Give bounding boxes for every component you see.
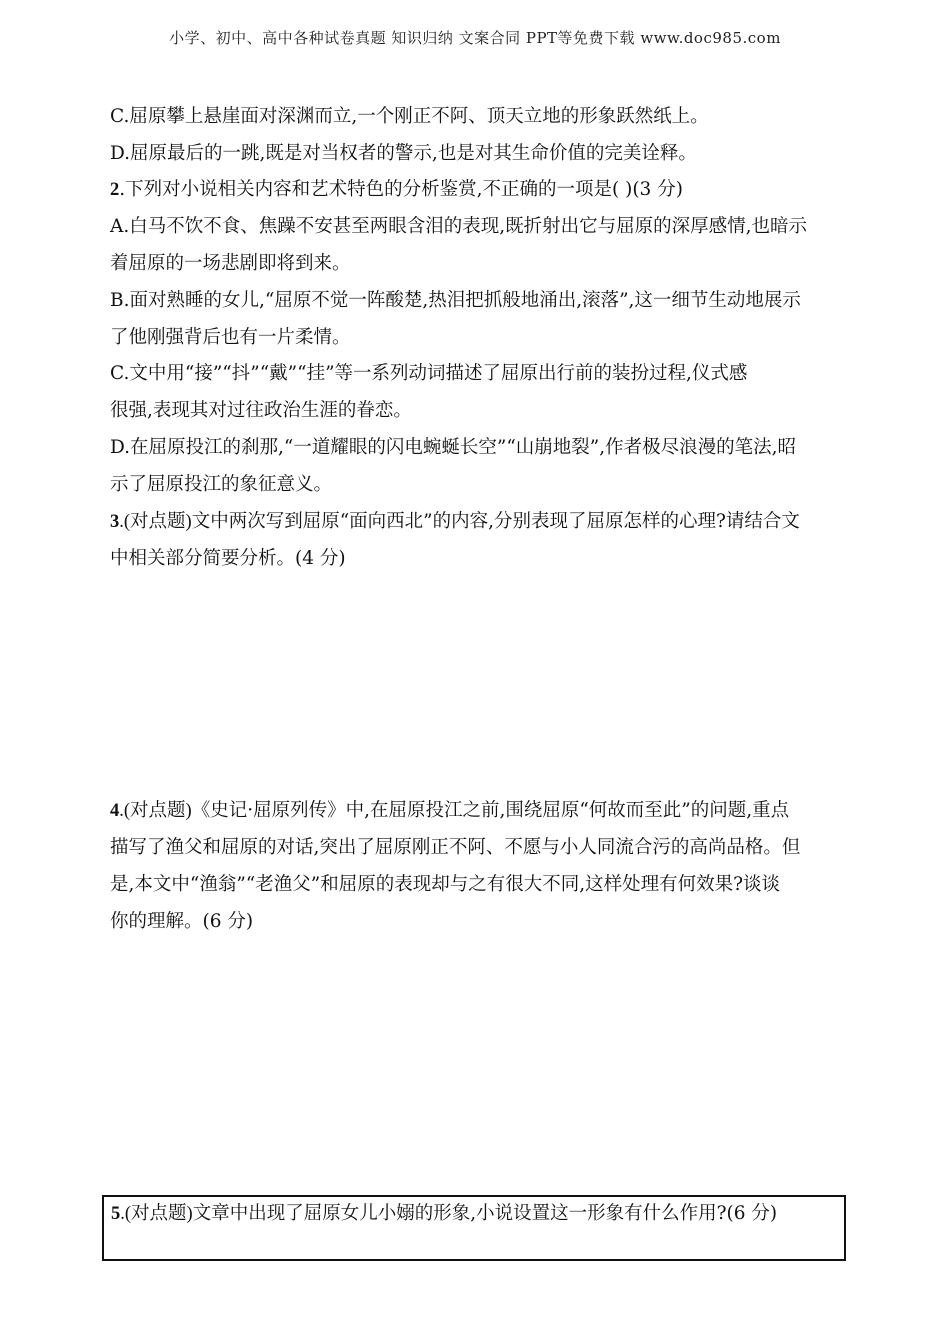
q2-option-b-line2: 了他刚强背后也有一片柔情。: [110, 327, 351, 348]
q2-option-c-line1: C.文中用“接”“抖”“戴”“挂”等一系列动词描述了屈原出行前的装扮过程,仪式感: [110, 363, 748, 384]
q3-line2: 中相关部分简要分析。(4 分): [110, 548, 346, 569]
q4-text: 《史记·屈原列传》中,在屈原投江之前,围绕屈原“何故而至此”的问题,重点: [191, 800, 790, 821]
q2-option-d-line2: 示了屈原投江的象征意义。: [110, 474, 333, 495]
q2-stem-text: .下列对小说相关内容和艺术特色的分析鉴赏,不正确的一项是( )(3 分): [119, 179, 683, 200]
q5-line1: [111, 1202, 777, 1226]
q3-number: 3: [110, 512, 120, 532]
q4-line2: 描写了渔父和屈原的对话,突出了屈原刚正不阿、不愿与小人同流合污的高尚品格。但: [110, 837, 801, 858]
q2-stem: [110, 178, 683, 202]
page-header: 小学、初中、高中各种试卷真题 知识归纳 文案合同 PPT等免费下载 www.doc985.com: [169, 29, 781, 47]
q2-option-a-line1: A.白马不饮不食、焦躁不安甚至两眼含泪的表现,既折射出它与屈原的深厚感情,也暗示: [110, 216, 808, 237]
q2-option-c-line2: 很强,表现其对过往政治生涯的眷恋。: [110, 400, 412, 421]
q4-number: 4: [110, 801, 120, 821]
q4-line3: 是,本文中“渔翁”“老渔父”和屈原的表现却与之有很大不同,这样处理有何效果?谈谈: [110, 874, 781, 895]
q3-line1: [110, 510, 800, 534]
q2-number: 2: [110, 180, 120, 200]
q4-line4: 你的理解。(6 分): [110, 911, 254, 932]
q1-option-c: C.屈原攀上悬崖面对深渊而立,一个刚正不阿、顶天立地的形象跃然纸上。: [110, 106, 709, 127]
q5-number: 5: [111, 1204, 121, 1224]
q2-option-d-line1: D.在屈原投江的刹那,“一道耀眼的闪电蜿蜒长空”“山崩地裂”,作者极尽浪漫的笔法,昭: [110, 437, 797, 458]
q4-line1: [110, 799, 789, 823]
q5-answer-box: [102, 1195, 846, 1261]
q3-text: 文中两次写到屈原“面向西北”的内容,分别表现了屈原怎样的心理?请结合文: [191, 511, 800, 532]
q2-option-a-line2: 着屈原的一场悲剧即将到来。: [110, 253, 351, 274]
q1-option-d: D.屈原最后的一跳,既是对当权者的警示,也是对其生命价值的完美诠释。: [110, 143, 697, 164]
q5-tag: .(对点题): [120, 1204, 193, 1224]
q3-tag: .(对点题): [119, 512, 192, 532]
q2-option-b-line1: B.面对熟睡的女儿,“屈原不觉一阵酸楚,热泪把抓般地涌出,滚落”,这一细节生动地展示: [110, 290, 801, 311]
q4-tag: .(对点题): [119, 801, 192, 821]
q5-text: 文章中出现了屈原女儿小嫋的形象,小说设置这一形象有什么作用?(6 分): [192, 1203, 778, 1224]
